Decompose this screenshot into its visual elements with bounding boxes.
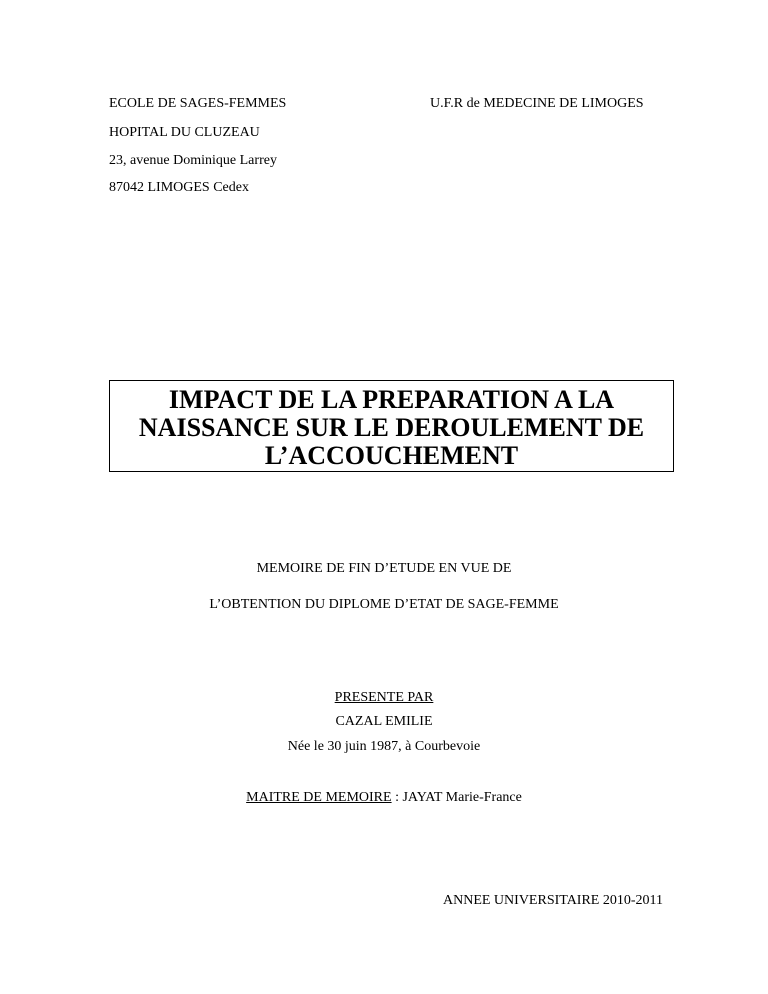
memoire-line-1: MEMOIRE DE FIN D’ETUDE EN VUE DE: [256, 561, 512, 576]
supervisor-line: [0, 790, 768, 806]
title-box: [109, 380, 674, 472]
presented-by-text: PRESENTE PAR: [334, 690, 434, 705]
postal-city: 87042 LIMOGES Cedex: [109, 180, 249, 195]
school-name: ECOLE DE SAGES-FEMMES: [109, 96, 287, 111]
title-line-3: L’ACCOUCHEMENT: [264, 441, 519, 470]
author-birth: Née le 30 juin 1987, à Courbevoie: [287, 739, 481, 754]
supervisor-label: MAITRE DE MEMOIRE: [246, 790, 392, 805]
supervisor-separator: :: [391, 790, 403, 805]
academic-year: ANNEE UNIVERSITAIRE 2010-2011: [443, 893, 664, 908]
memoire-line-2: L’OBTENTION DU DIPLOME D’ETAT DE SAGE-FEMME: [209, 597, 559, 612]
ufr-name: U.F.R de MEDECINE DE LIMOGES: [430, 96, 644, 111]
title-line-2: NAISSANCE SUR LE DEROULEMENT DE: [138, 413, 645, 442]
author-name: CAZAL EMILIE: [335, 714, 433, 729]
title-line-1: IMPACT DE LA PREPARATION A LA: [168, 385, 615, 414]
presented-by-label: [0, 690, 768, 706]
hospital-name: HOPITAL DU CLUZEAU: [109, 125, 260, 140]
street-address: 23, avenue Dominique Larrey: [109, 153, 277, 168]
supervisor-name: JAYAT Marie-France: [402, 790, 522, 805]
